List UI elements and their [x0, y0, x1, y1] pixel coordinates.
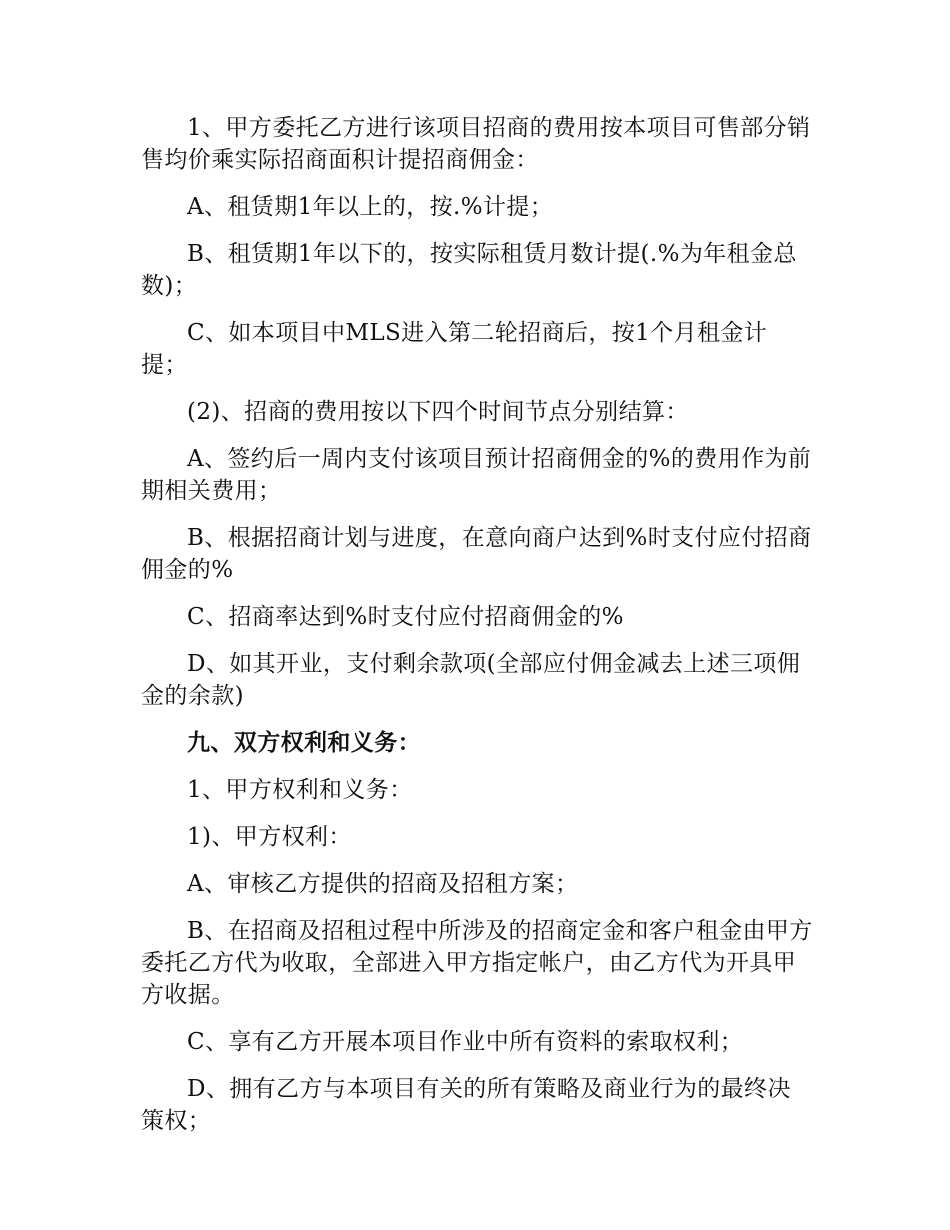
paragraph-16: D、拥有乙方与本项目有关的所有策略及商业行为的最终决策权； [141, 1076, 791, 1134]
document-body [141, 112, 813, 1152]
paragraph-1: 1、甲方委托乙方进行该项目招商的费用按本项目可售部分销售均价乘实际招商面积计提招商佣金： [141, 115, 811, 173]
paragraph-5: (2)、招商的费用按以下四个时间节点分别结算： [187, 399, 689, 425]
paragraph-9: D、如其开业，支付剩余款项(全部应付佣金减去上述三项佣金的余款) [141, 651, 801, 709]
paragraph-7: B、根据招商计划与进度，在意向商户达到%时支付应付招商佣金的% [141, 525, 812, 583]
paragraph-11: 1、甲方权利和义务： [187, 777, 413, 803]
paragraph-15: C、享有乙方开展本项目作业中所有资料的索取权利； [187, 1029, 744, 1055]
paragraph-8: C、招商率达到%时支付应付招商佣金的% [187, 604, 624, 630]
paragraph-12: 1)、甲方权利： [187, 824, 352, 850]
paragraph-2: A、租赁期1年以上的，按.%计提； [187, 194, 554, 220]
paragraph-4: C、如本项目中MLS进入第二轮招商后，按1个月租金计提； [141, 320, 768, 378]
paragraph-13: A、审核乙方提供的招商及招租方案； [187, 871, 579, 897]
paragraph-14: B、在招商及招租过程中所涉及的招商定金和客户租金由甲方委托乙方代为收取，全部进入甲方指定帐户，由乙方代为开具甲方收据。 [141, 918, 813, 1008]
paragraph-6: A、签约后一周内支付该项目预计招商佣金的%的费用作为前期相关费用； [141, 446, 812, 504]
paragraph-3: B、租赁期1年以下的，按实际租赁月数计提(.%为年租金总数)； [141, 241, 797, 299]
section-heading: 九、双方权利和义务： [187, 729, 421, 756]
